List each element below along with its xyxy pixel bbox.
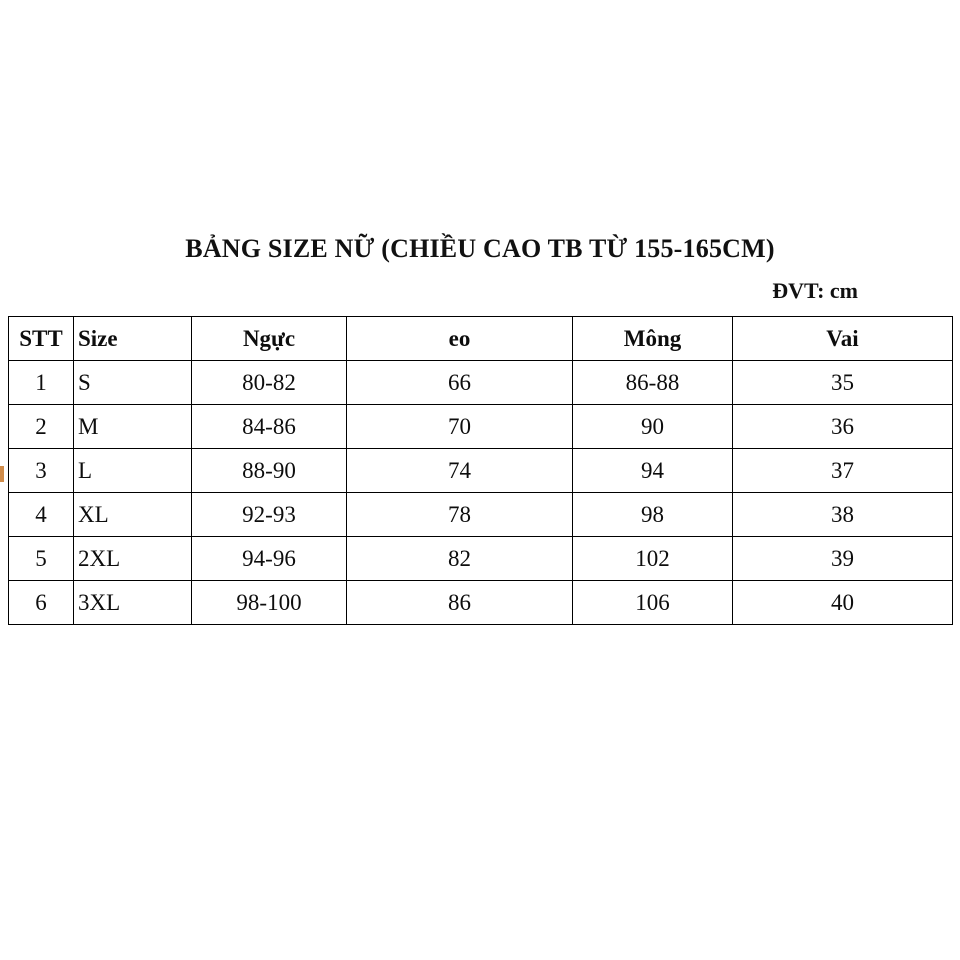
cell-mong: 86-88: [573, 361, 733, 405]
table-body: [9, 361, 953, 625]
cell-size: 3XL: [74, 581, 192, 625]
cell-nguc: 94-96: [192, 537, 347, 581]
cell-size: L: [74, 449, 192, 493]
cell-nguc: 88-90: [192, 449, 347, 493]
column-header-vai: Vai: [733, 317, 953, 361]
cell-vai: 38: [733, 493, 953, 537]
cell-vai: 37: [733, 449, 953, 493]
cell-eo: 86: [347, 581, 573, 625]
cell-mong: 102: [573, 537, 733, 581]
cell-vai: 35: [733, 361, 953, 405]
cell-stt: 4: [9, 493, 74, 537]
column-header-mong: Mông: [573, 317, 733, 361]
table-row: [9, 449, 953, 493]
cell-eo: 66: [347, 361, 573, 405]
cell-nguc: 80-82: [192, 361, 347, 405]
cell-stt: 2: [9, 405, 74, 449]
size-table: [8, 316, 953, 625]
table-row: [9, 405, 953, 449]
page-title: BẢNG SIZE NỮ (CHIỀU CAO TB TỪ 155-165CM): [185, 234, 775, 263]
column-header-size: Size: [74, 317, 192, 361]
table-header: [9, 317, 953, 361]
cell-stt: 3: [9, 449, 74, 493]
cell-stt: 6: [9, 581, 74, 625]
cell-mong: 94: [573, 449, 733, 493]
table-header-row: [9, 317, 953, 361]
cell-size: 2XL: [74, 537, 192, 581]
table-row: [9, 581, 953, 625]
document-content: [0, 232, 960, 625]
cell-size: M: [74, 405, 192, 449]
table-row: [9, 493, 953, 537]
cell-eo: 74: [347, 449, 573, 493]
cell-mong: 106: [573, 581, 733, 625]
cell-nguc: 98-100: [192, 581, 347, 625]
cell-mong: 98: [573, 493, 733, 537]
cell-stt: 5: [9, 537, 74, 581]
cell-eo: 82: [347, 537, 573, 581]
table-row: [9, 537, 953, 581]
cell-vai: 39: [733, 537, 953, 581]
cell-eo: 78: [347, 493, 573, 537]
cell-eo: 70: [347, 405, 573, 449]
unit-label: ĐVT: cm: [772, 278, 858, 303]
cell-size: XL: [74, 493, 192, 537]
cell-nguc: 92-93: [192, 493, 347, 537]
cell-size: S: [74, 361, 192, 405]
table-row: [9, 361, 953, 405]
cell-stt: 1: [9, 361, 74, 405]
size-table-wrapper: [0, 316, 960, 625]
column-header-stt: STT: [9, 317, 74, 361]
cell-mong: 90: [573, 405, 733, 449]
column-header-nguc: Ngực: [192, 317, 347, 361]
cell-vai: 36: [733, 405, 953, 449]
column-header-eo: eo: [347, 317, 573, 361]
cell-vai: 40: [733, 581, 953, 625]
cell-nguc: 84-86: [192, 405, 347, 449]
